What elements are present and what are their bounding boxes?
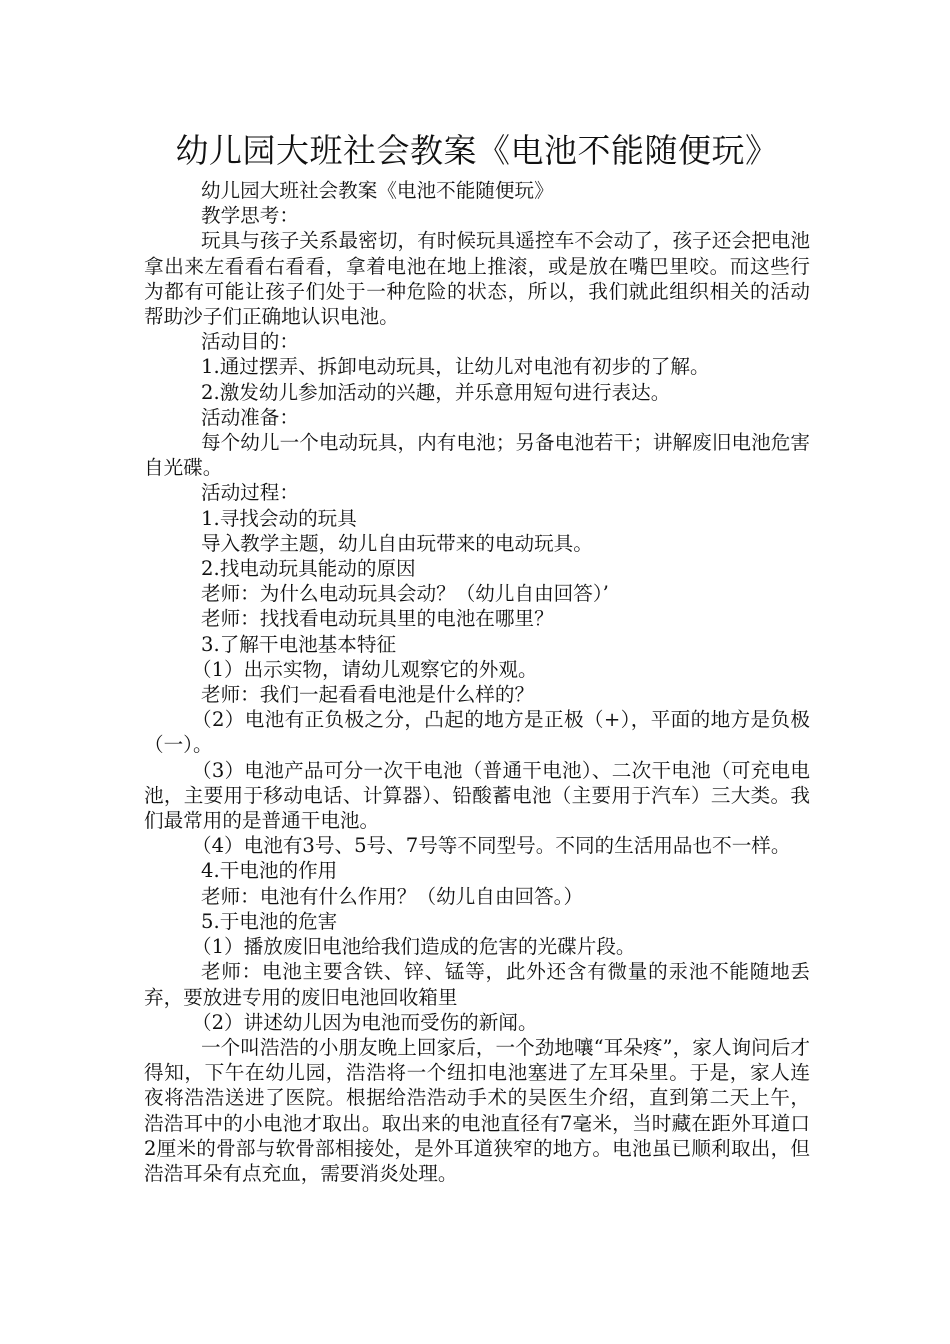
paragraph: 老师：电池主要含铁、锌、锰等，此外还含有微量的汞池不能随地丢弃，要放进专用的废旧电池回收箱里 xyxy=(144,960,810,1009)
paragraph: 导入教学主题，幼儿自由玩带来的电动玩具。 xyxy=(201,531,593,555)
paragraph: 幼儿园大班社会教案《电池不能随便玩》 xyxy=(201,179,554,202)
paragraph: 1.寻找会动的玩具 xyxy=(201,506,357,530)
paragraph: 4.干电池的作用 xyxy=(201,859,338,883)
paragraph: 2.找电动玩具能动的原因 xyxy=(201,557,416,581)
paragraph: （1）播放废旧电池给我们造成的危害的光碟片段。 xyxy=(192,935,636,959)
paragraph: （2）讲述幼儿因为电池而受伤的新闻。 xyxy=(192,1010,538,1034)
paragraph: 老师：为什么电动玩具会动？（幼儿自由回答）’ xyxy=(201,582,609,606)
paragraph: 2.激发幼儿参加活动的兴趣，并乐意用短句进行表达。 xyxy=(201,380,671,404)
paragraph: （3）电池产品可分一次干电池（普通干电池）、二次干电池（可充电电池，主要用于移动电话、计算器）、铅酸蓄电池（主要用于汽车）三大类。我们最常用的是普通干电池。 xyxy=(144,758,810,833)
paragraph: 教学思考： xyxy=(201,204,299,228)
document-title: 幼儿园大班社会教案《电池不能随便玩》 xyxy=(175,131,779,170)
paragraph: 老师：我们一起看看电池是什么样的？ xyxy=(201,683,535,707)
paragraph: 活动过程： xyxy=(201,481,299,505)
paragraph: 老师：电池有什么作用？（幼儿自由回答。） xyxy=(201,884,584,908)
paragraph: 3.了解干电池基本特征 xyxy=(201,632,397,656)
paragraph: （1）出示实物，请幼儿观察它的外观。 xyxy=(192,657,538,681)
paragraph: 每个幼儿一个电动玩具，内有电池；另备电池若干；讲解废旧电池危害自光碟。 xyxy=(144,431,810,480)
paragraph: 活动目的： xyxy=(201,330,299,354)
paragraph: 老师：找找看电动玩具里的电池在哪里？ xyxy=(201,607,554,631)
document-body xyxy=(144,178,810,1186)
paragraph: 一个叫浩浩的小朋友晚上回家后，一个劲地嚷“耳朵疼”，家人询问后才得知，下午在幼儿园，浩浩将一个纽扣电池塞进了左耳朵里。于是，家人连夜将浩浩送进了医院。根据给浩浩动手术的吴医生介绍，直到第二天上午，浩浩耳中的小电池才取出。取出来的电池直径有7毫米，当时藏在距外耳道口2厘米的骨部与软骨部相接处，是外耳道狭窄的地方。电池虽已顺利取出，但浩浩耳朵有点充血，需要消炎处理。 xyxy=(144,1035,810,1185)
paragraph: 活动准备： xyxy=(201,405,299,429)
paragraph: 1.通过摆弄、拆卸电动玩具，让幼儿对电池有初步的了解。 xyxy=(201,355,710,379)
paragraph: （4）电池有3号、5号、7号等不同型号。不同的生活用品也不一样。 xyxy=(192,834,791,858)
paragraph: （2）电池有正负极之分，凸起的地方是正极（+），平面的地方是负极（一）。 xyxy=(144,708,810,757)
paragraph: 5.于电池的危害 xyxy=(201,909,338,933)
paragraph: 玩具与孩子关系最密切，有时候玩具遥控车不会动了，孩子还会把电池拿出来左看看右看看，拿着电池在地上推滚，或是放在嘴巴里咬。而这些行为都有可能让孩子们处于一种危险的状态，所以，我们就此组织相关的活动帮助沙子们正确地认识电池。 xyxy=(144,229,810,329)
document-page xyxy=(144,124,810,1186)
